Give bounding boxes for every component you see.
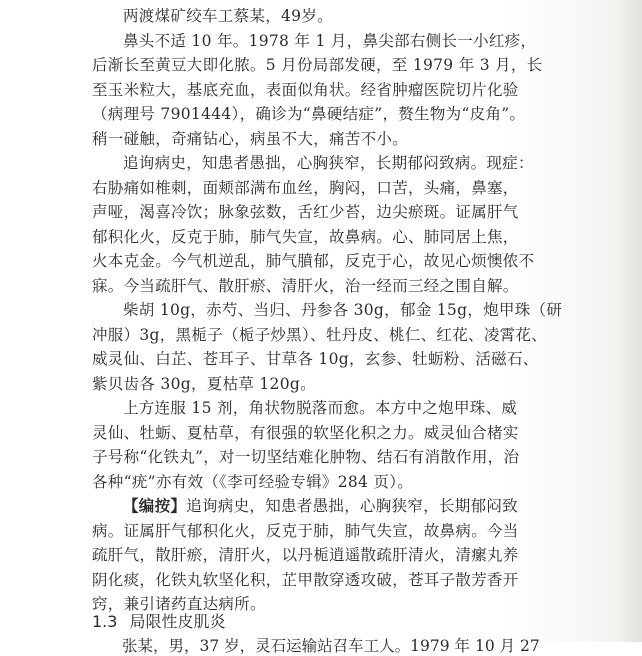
editor-note-line: 阴化痰，化铁丸软坚化积，芷甲散穿透攻破，苍耳子散芳香开 <box>92 570 519 589</box>
section-number: 1.3 <box>92 612 118 631</box>
editor-note-text: 追询病史，知患者愚拙，心胸狭窄，长期郁闷致 <box>186 497 519 515</box>
paragraph-line: 稍一碰触，奇痛钻心，病虽不大，痛苦不小。 <box>92 129 409 148</box>
editor-note-first-line <box>92 494 612 519</box>
cut-off-line: 张某，男，37 岁，灵石运输站召车工人。1979 年 10 月 27 <box>122 637 540 655</box>
editor-note-line: 疏肝气，散肝瘀，清肝火，以丹栀逍遥散疏肝清火，清瘰丸养 <box>92 546 519 564</box>
paragraph-line: 子号称“化铁丸”，对一切坚结难化肿物、结石有消散作用，治 <box>92 448 520 466</box>
paragraph-line: 各种“疣”亦有效（《李可经验专辑》284 页）。 <box>92 472 414 491</box>
section-title: 局限性皮肌炎 <box>129 612 226 631</box>
paragraph-line: 郁积化火，反克于肺，肺气失宣，故鼻病。心、肺同居上焦， <box>92 227 519 246</box>
prescription-line: 柴胡 10g，赤芍、当归、丹参各 30g，郁金 15g，炮甲珠（研 <box>123 301 563 319</box>
prescription-line: 紫贝齿各 30g，夏枯草 120g。 <box>92 374 316 393</box>
paragraph-intro: 两渡煤矿绞车工蔡某，49岁。 <box>123 7 333 25</box>
paragraph-line: 右胁痛如椎刺，面颊部满布血丝，胸闷，口苦，头痛，鼻塞， <box>92 178 519 197</box>
editor-note-line: 窍，兼引诸药直达病所。 <box>92 595 266 613</box>
paragraph-line: 上方连服 15 剂，角状物脱落而愈。本方中之炮甲珠、威 <box>123 399 518 417</box>
paragraph-line: 至玉米粒大，基底充血，表面似角状。经省肿瘤医院切片化验 <box>92 80 519 99</box>
section-heading <box>92 609 225 632</box>
editor-note-line: 病。证属肝气郁积化火，反克于肺，肺气失宣，故鼻病。今当 <box>92 521 519 540</box>
paragraph-line: 后渐长至黄豆大即化脓。5 月份局部发硬，至 1979 年 3 月，长 <box>92 56 543 74</box>
paragraph-line: 寐。今当疏肝气、散肝瘀、清肝火，治一经而三经之围自解。 <box>92 276 519 295</box>
paragraph-line: 追询病史，知患者愚拙，心胸狭窄，长期郁闷致病。现症： <box>123 154 534 172</box>
paragraph-line: 鼻头不适 10 年。1978 年 1 月，鼻尖部右侧长一小红疹， <box>123 31 537 50</box>
body-text <box>92 4 612 617</box>
prescription-line: 冲服）3g，黑栀子（栀子炒黑）、牡丹皮、桃仁、红花、凌霄花、 <box>92 325 548 344</box>
paragraph-line: 声哑，渴喜冷饮；脉象弦数，舌红少苔，边尖瘀斑。证属肝气 <box>92 203 519 221</box>
editor-note-label: 【编按】 <box>123 496 187 515</box>
paragraph-line: （病理号 7901444），确诊为“鼻硬结症”，赘生物为“皮角”。 <box>92 105 526 123</box>
prescription-line: 威灵仙、白芷、苍耳子、甘草各 10g，玄参、牡蛎粉、活磁石、 <box>92 350 539 368</box>
page-binding-shadow <box>616 0 642 642</box>
paragraph-line: 火本克金。今气机逆乱，肺气膹郁，反克于心，故见心烦懊侬不 <box>92 252 535 270</box>
paragraph-line: 灵仙、牡蛎、夏枯草，有很强的软坚化积之力。威灵仙合楮实 <box>92 423 519 442</box>
